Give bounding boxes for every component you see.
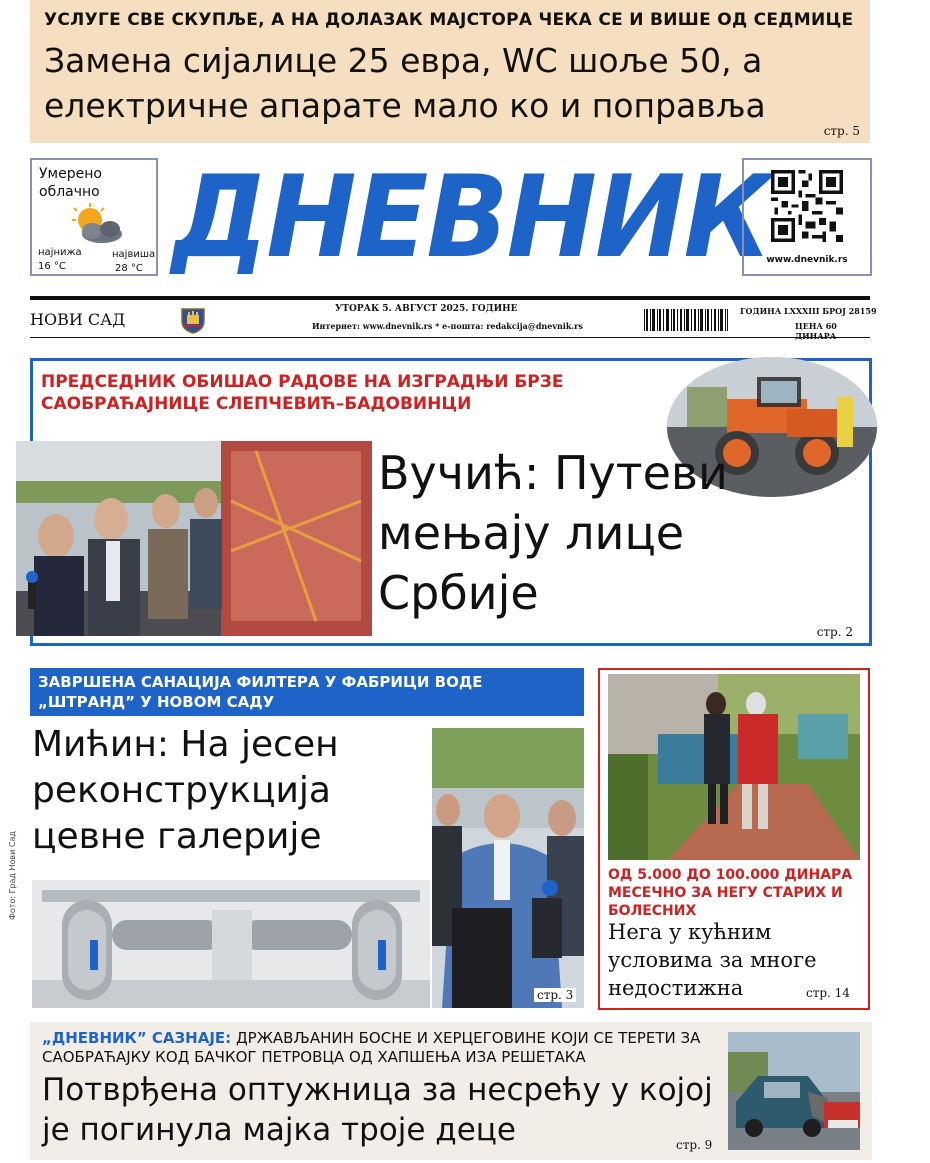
weather-box [30, 158, 158, 276]
care-story-photo[interactable] [608, 674, 860, 860]
lead-story-kicker: ПРЕДСЕДНИК ОБИШАО РАДОВЕ НА ИЗГРАДЊИ БРЗЕ САОБРАЋАЈНИЦЕ СЛЕПЧЕВИЋ–БАДОВИНЦИ [41, 372, 564, 414]
second-story-plant-photo[interactable] [32, 880, 430, 1008]
second-story-kicker: ЗАВРШЕНА САНАЦИЈА ФИЛТЕРА У ФАБРИЦИ ВОДЕ „ШТРАНД” У НОВОМ САДУ [38, 673, 483, 711]
masthead-logo[interactable]: ДНЕВНИК [172, 151, 770, 284]
issue-date: УТОРАК 5. АВГУСТ 2025. ГОДИНЕ [335, 304, 518, 314]
qr-box[interactable] [742, 158, 872, 276]
second-story-person-photo[interactable] [432, 728, 584, 1008]
qr-url[interactable]: www.dnevnik.rs [766, 255, 848, 265]
care-story-kicker: ОД 5.000 ДО 100.000 ДИНАРА МЕСЕЧНО ЗА НЕГУ СТАРИХ И БОЛЕСНИХ [608, 867, 853, 919]
second-story-headline[interactable]: Мићин: На јесен реконструкција цевне галерије [32, 724, 339, 857]
top-teaser-kicker: УСЛУГЕ СВЕ СКУПЉЕ, А НА ДОЛАЗАК МАЈСТОРА ЧЕКА СЕ И ВИШЕ ОД СЕДМИЦЕ [44, 10, 854, 30]
bottom-story-kicker-lead: „ДНЕВНИК” САЗНАЈЕ: [42, 1029, 232, 1047]
bottom-story-headline[interactable]: Потврђена оптужница за несрећу у којој је погинула мајка троје деце [42, 1072, 713, 1148]
qr-code-icon[interactable] [771, 170, 843, 242]
city-name: НОВИ САД [30, 310, 126, 329]
issue-price: ЦЕНА 60 ДИНАРА [795, 321, 837, 341]
lead-story-photo[interactable] [16, 441, 372, 636]
weather-max-value: 28 °C [115, 263, 143, 274]
bottom-story[interactable] [30, 1022, 872, 1160]
top-teaser[interactable] [30, 0, 870, 143]
bottom-story-page-ref: стр. 9 [676, 1138, 713, 1152]
bottom-story-crash-photo[interactable] [728, 1032, 860, 1150]
info-bar [30, 296, 877, 341]
care-story-page-ref: стр. 14 [806, 986, 850, 1000]
lead-story-headline[interactable]: Вучић: Путеви мењају лице Србије [378, 446, 728, 620]
bottom-story-kicker-rest: ДРЖАВЉАНИН БОСНЕ И ХЕРЦЕГОВИНЕ КОЈИ СЕ ТЕРЕТИ ЗА САОБРАЋАЈКУ КОД БАЧКОГ ПЕТРОВЦА ОД ХАПШЕЊА ИЗА РЕШЕТАКА [42, 1029, 701, 1066]
contact-line[interactable]: Интернет: www.dnevnik.rs * е-пошта: redakcija@dnevnik.rs [312, 321, 583, 331]
bottom-story-kicker [42, 1029, 732, 1067]
second-story-page-ref: стр. 3 [534, 988, 576, 1002]
care-story[interactable] [598, 668, 870, 1010]
barcode-icon [642, 303, 730, 337]
weather-max-label: највиша [112, 249, 156, 260]
care-story-headline[interactable]: Нега у кућним условима за многе недостижна [608, 920, 817, 1000]
lead-story-page-ref: стр. 2 [816, 625, 853, 639]
weather-min-label: најнижа [38, 247, 82, 258]
top-teaser-headline[interactable]: Замена сијалице 25 евра, WC шоље 50, а електричне апарате мало ко и поправља [44, 41, 766, 125]
top-teaser-page-ref: стр. 5 [823, 124, 860, 138]
partly-cloudy-icon [60, 202, 132, 246]
weather-label: Умерено облачно [39, 166, 102, 200]
weather-min-value: 16 °C [38, 261, 66, 272]
lead-story[interactable] [30, 358, 872, 646]
issue-number: ГОДИНА LXXXIII БРОЈ 28159 [740, 306, 877, 316]
city-crest-icon [180, 306, 206, 334]
second-story-kicker-box [30, 668, 584, 716]
second-story-photo-credit: Фото: Град Нови Сад [8, 831, 17, 920]
